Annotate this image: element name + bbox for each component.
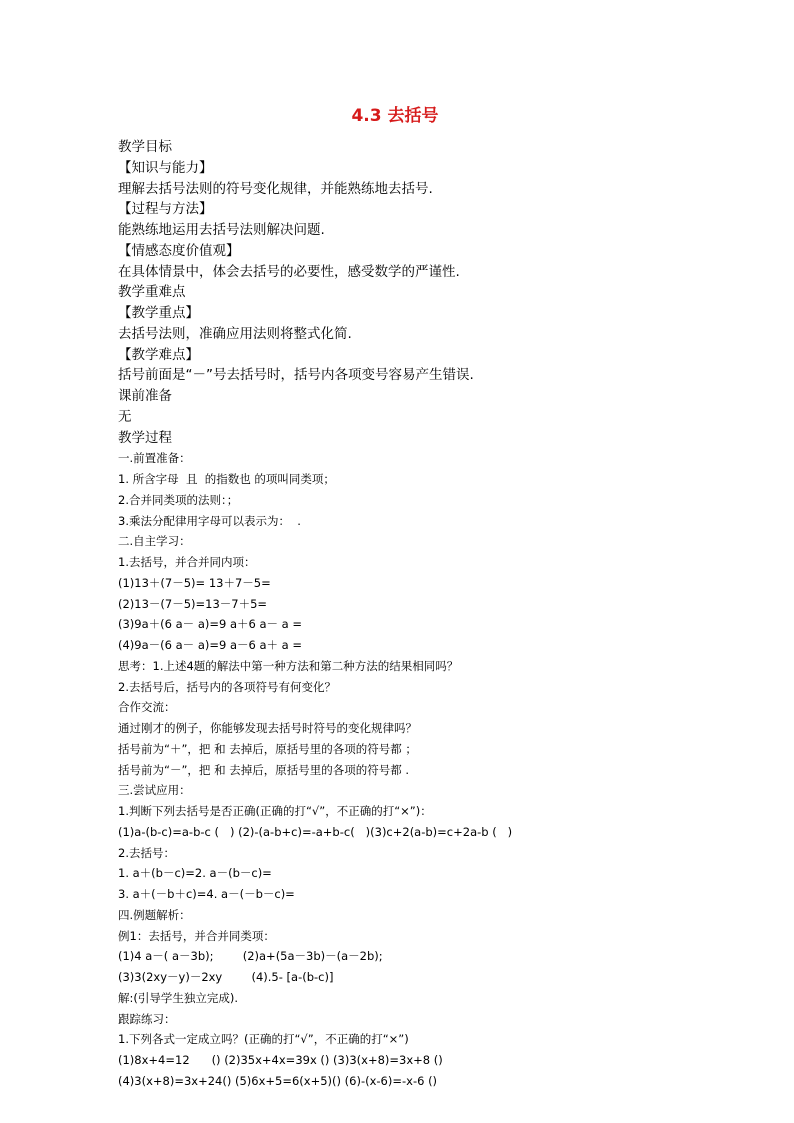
text-line: 跟踪练习： [118, 1011, 176, 1026]
text-line: 解:(引导学生独立完成). [118, 990, 239, 1005]
text-line: 【教学难点】 [118, 346, 199, 363]
text-line: (4)9a－(6 a－ a)=9 a－6 a＋ a = [118, 638, 303, 652]
text-line: 思考：1.上述4题的解法中第一种方法和第二种方法的结果相同吗？ [118, 658, 459, 673]
text-line: 2.去括号： [118, 845, 175, 860]
text-line: (2)13－(7－5)=13－7＋5= [118, 596, 268, 611]
text-line: 在具体情景中，体会去括号的必要性，感受数学的严谨性. [118, 263, 460, 280]
text-line: (1)4 a－( a－3b); (2)a+(5a－3b)－(a－2b); [118, 949, 383, 964]
text-line: 通过刚才的例子，你能够发现去括号时符号的变化规律吗？ [118, 721, 417, 735]
text-line: (1)8x+4=12 () (2)35x+4x=39x () (3)3(x+8)=3x+8 () [118, 1053, 443, 1067]
text-line: 1. 所含字母 且 的指数也 的项叫同类项； [118, 472, 335, 486]
text-line: 1.下列各式一定成立吗？(正确的打“√”，不正确的打“×”) [118, 1032, 409, 1047]
text-line: 理解去括号法则的符号变化规律，并能熟练地去括号. [118, 180, 433, 197]
text-line: 四.例题解析： [118, 907, 191, 922]
text-line: 括号前为“＋”，把 和 去掉后，原括号里的各项的符号都 ； [118, 741, 417, 756]
text-line: 教学重难点 [118, 284, 186, 301]
text-line: 无 [118, 408, 132, 425]
text-line: 2.合并同类项的法则：； [118, 492, 239, 507]
text-line: 二.自主学习： [118, 534, 191, 549]
text-line: 【过程与方法】 [118, 201, 213, 218]
text-line: 【情感态度价值观】 [118, 242, 240, 259]
document-body [118, 137, 512, 1092]
text-line: 1.判断下列去括号是否正确(正确的打“√”，不正确的打“×”)： [118, 804, 432, 818]
text-line: 合作交流： [118, 700, 176, 715]
text-line: 括号前面是“－”号去括号时，括号内各项变号容易产生错误. [118, 367, 474, 384]
text-line: 一.前置准备： [118, 451, 191, 466]
text-line: 去括号法则，准确应用法则将整式化简. [118, 325, 352, 342]
text-line: (4)3(x+8)=3x+24() (5)6x+5=6(x+5)() (6)-(x-6)=-x-6 () [118, 1073, 438, 1088]
document-title: 4.3 去括号 [351, 106, 439, 126]
text-line: 3.乘法分配律用字母可以表示为： . [118, 513, 301, 528]
text-line: 例1：去括号，并合并同类项： [118, 928, 275, 943]
text-line: 教学过程 [118, 429, 172, 446]
text-line: 1. a＋(b－c)=2. a－(b－c)= [118, 866, 272, 881]
text-line: (3)9a＋(6 a－ a)=9 a＋6 a－ a = [118, 617, 303, 632]
text-line: 能熟练地运用去括号法则解决问题. [118, 222, 325, 238]
text-line: 教学目标 [118, 139, 172, 155]
text-line: 3. a＋(－b＋c)=4. a－(－b－c)= [118, 887, 295, 901]
text-line: 三.尝试应用： [118, 783, 191, 798]
text-line: (1)13＋(7－5)= 13＋7－5= [118, 575, 271, 590]
text-line: 【教学重点】 [118, 305, 199, 321]
text-line: (1)a-(b-c)=a-b-c ( ) (2)-(a-b+c)=-a+b-c( )(3)c+2(a-b)=c+2a-b ( ) [118, 824, 513, 839]
text-line: 2.去括号后，括号内的各项符号有何变化？ [118, 679, 336, 694]
text-line: 课前准备 [118, 388, 172, 404]
text-line: 1.去括号，并合并同内项： [118, 555, 256, 569]
text-line: 括号前为“－”，把 和 去掉后，原括号里的各项的符号都 . [118, 762, 410, 777]
text-line: 【知识与能力】 [118, 159, 213, 176]
text-line: (3)3(2xy－y)－2xy (4).5- [a-(b-c)] [118, 970, 334, 984]
